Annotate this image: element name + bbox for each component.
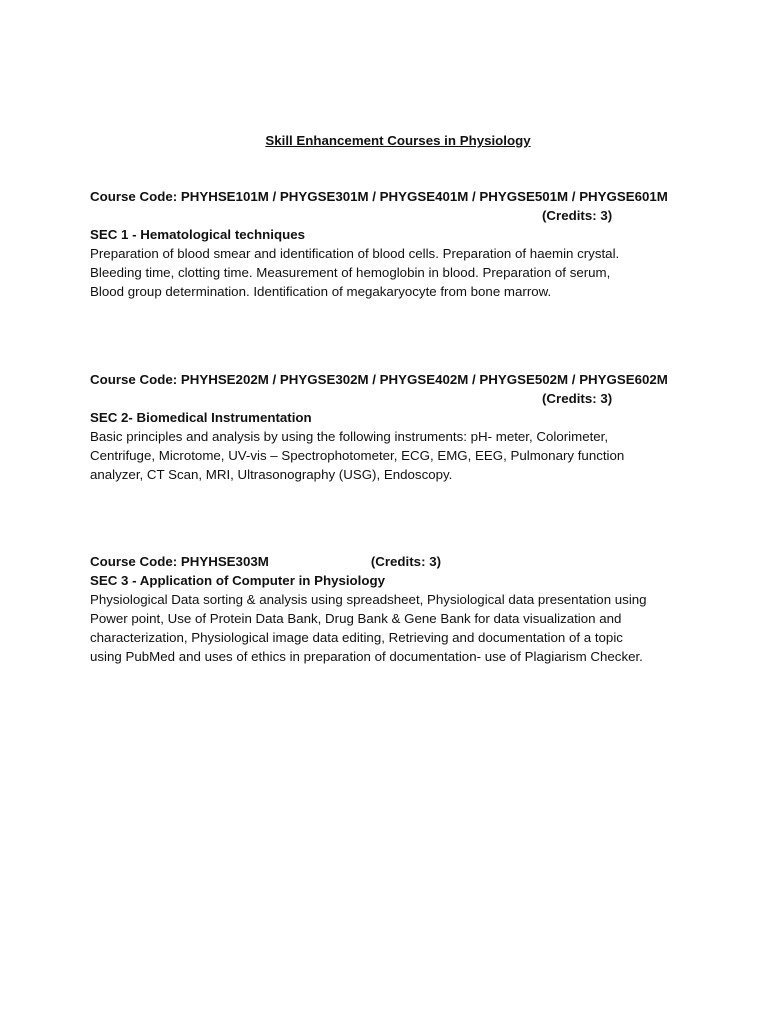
description-line: Physiological Data sorting & analysis using spreadsheet, Physiological data presentation using <box>90 592 647 607</box>
description-line: Blood group determination. Identification of megakaryocyte from bone marrow. <box>90 284 552 299</box>
course-credits: (Credits: 3) <box>542 391 613 406</box>
section-title: SEC 1 - Hematological techniques <box>90 227 306 242</box>
description-line: analyzer, CT Scan, MRI, Ultrasonography (USG), Endoscopy. <box>90 467 453 482</box>
description-line: Centrifuge, Microtome, UV-vis – Spectrophotometer, ECG, EMG, EEG, Pulmonary function <box>90 448 625 463</box>
section-title: SEC 3 - Application of Computer in Physiology <box>90 573 386 588</box>
description-line: using PubMed and uses of ethics in preparation of documentation- use of Plagiarism Checker. <box>90 649 643 664</box>
description-line: characterization, Physiological image data editing, Retrieving and documentation of a topic <box>90 630 623 645</box>
description-line: Preparation of blood smear and identification of blood cells. Preparation of haemin crystal. <box>90 246 620 261</box>
section-title: SEC 2- Biomedical Instrumentation <box>90 410 312 425</box>
course-code: Course Code: PHYHSE303M <box>90 554 269 569</box>
description-line: Bleeding time, clotting time. Measurement of hemoglobin in blood. Preparation of serum, <box>90 265 611 280</box>
description-line: Power point, Use of Protein Data Bank, Drug Bank & Gene Bank for data visualization and <box>90 611 622 626</box>
course-code: Course Code: PHYHSE202M / PHYGSE302M / PHYGSE402M / PHYGSE502M / PHYGSE602M <box>90 372 668 387</box>
description-line: Basic principles and analysis by using the following instruments: pH- meter, Colorimeter, <box>90 429 609 444</box>
course-credits: (Credits: 3) <box>542 208 613 223</box>
document-title: Skill Enhancement Courses in Physiology <box>265 133 531 148</box>
course-credits: (Credits: 3) <box>370 554 442 569</box>
course-block-2 <box>90 370 690 484</box>
course-code-row <box>90 552 690 571</box>
course-block-3 <box>90 552 690 666</box>
course-code: Course Code: PHYHSE101M / PHYGSE301M / PHYGSE401M / PHYGSE501M / PHYGSE601M <box>90 189 668 204</box>
course-block-1 <box>90 187 690 301</box>
